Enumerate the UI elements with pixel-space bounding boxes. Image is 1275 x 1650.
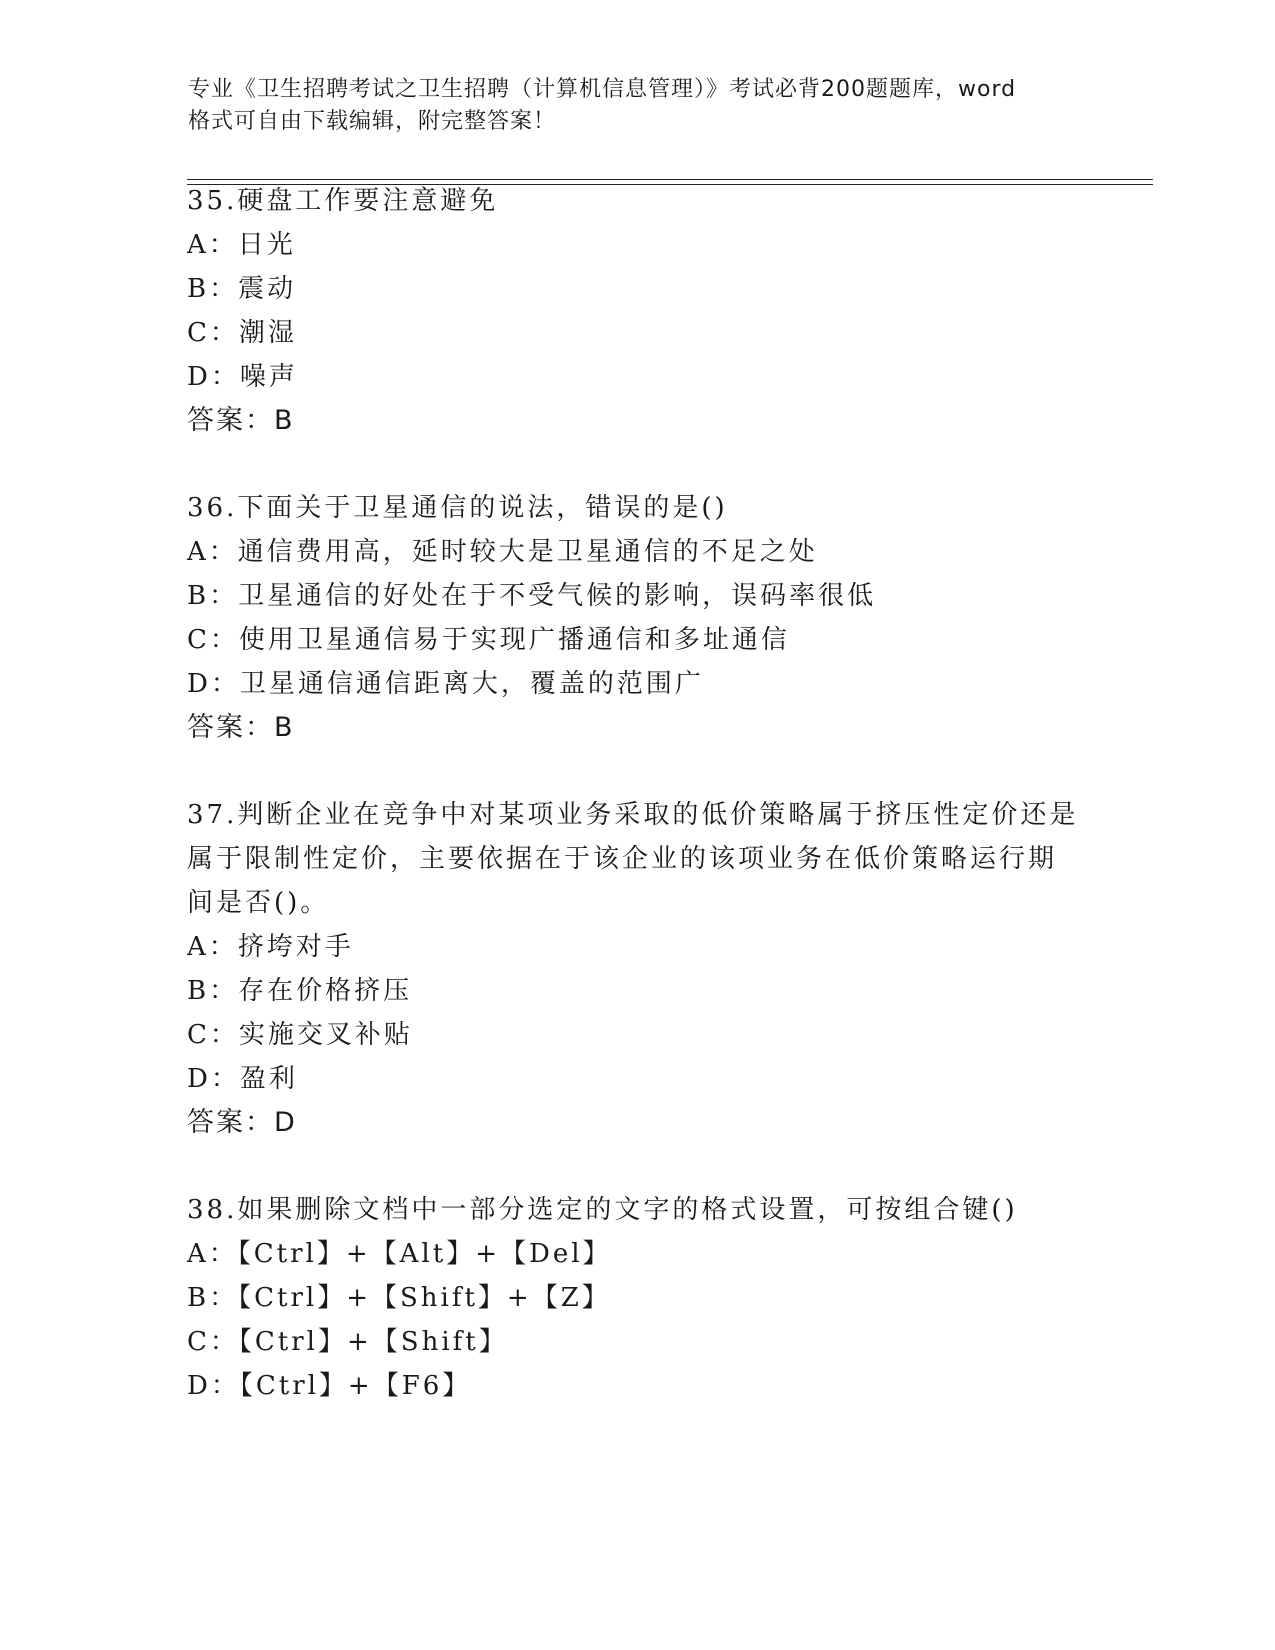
question-36-stem: 36.下面关于卫星通信的说法，错误的是() — [187, 493, 728, 523]
question-38-option-a: A：【Ctrl】+【Alt】+【Del】 — [187, 1239, 612, 1269]
question-37-option-d: D：盈利 — [187, 1064, 298, 1094]
question-37-option-a: A：挤垮对手 — [187, 932, 354, 962]
question-38-option-c: C：【Ctrl】+【Shift】 — [187, 1327, 508, 1357]
question-35-answer: 答案：B — [187, 405, 295, 436]
document-header — [188, 74, 1088, 138]
question-35-option-d: D：噪声 — [187, 362, 298, 392]
question-35-option-a: A：日光 — [187, 230, 296, 260]
question-35-stem: 35.硬盘工作要注意避免 — [187, 186, 499, 216]
question-37-stem-line-1: 37.判断企业在竞争中对某项业务采取的低价策略属于挤压性定价还是 — [187, 800, 1079, 830]
question-37-stem-line-3: 间是否()。 — [187, 888, 330, 918]
question-38-option-d: D：【Ctrl】+【F6】 — [187, 1371, 472, 1401]
question-36-option-d: D：卫星通信通信距离大，覆盖的范围广 — [187, 669, 704, 699]
question-37-stem-line-2: 属于限制性定价，主要依据在于该企业的该项业务在低价策略运行期 — [187, 844, 1058, 874]
question-37-option-b: B：存在价格挤压 — [187, 976, 413, 1006]
question-35-option-b: B：震动 — [187, 274, 297, 304]
question-36-answer: 答案：B — [187, 712, 295, 743]
question-37-answer: 答案：D — [187, 1107, 297, 1138]
header-line-2: 格式可自由下载编辑，附完整答案！ — [188, 109, 557, 134]
header-divider-top — [187, 179, 1153, 180]
header-line-1: 专业《卫生招聘考试之卫生招聘（计算机信息管理）》考试必背200题题库，word — [188, 77, 1017, 102]
question-36-option-a: A：通信费用高，延时较大是卫星通信的不足之处 — [187, 537, 818, 567]
question-36-option-c: C：使用卫星通信易于实现广播通信和多址通信 — [187, 625, 790, 655]
question-35-option-c: C：潮湿 — [187, 318, 297, 348]
question-38-option-b: B：【Ctrl】+【Shift】+【Z】 — [187, 1283, 611, 1313]
question-36-option-b: B：卫星通信的好处在于不受气候的影响，误码率很低 — [187, 581, 877, 611]
question-38-stem: 38.如果删除文档中一部分选定的文字的格式设置，可按组合键() — [187, 1195, 1018, 1225]
question-37-option-c: C：实施交叉补贴 — [187, 1020, 413, 1050]
